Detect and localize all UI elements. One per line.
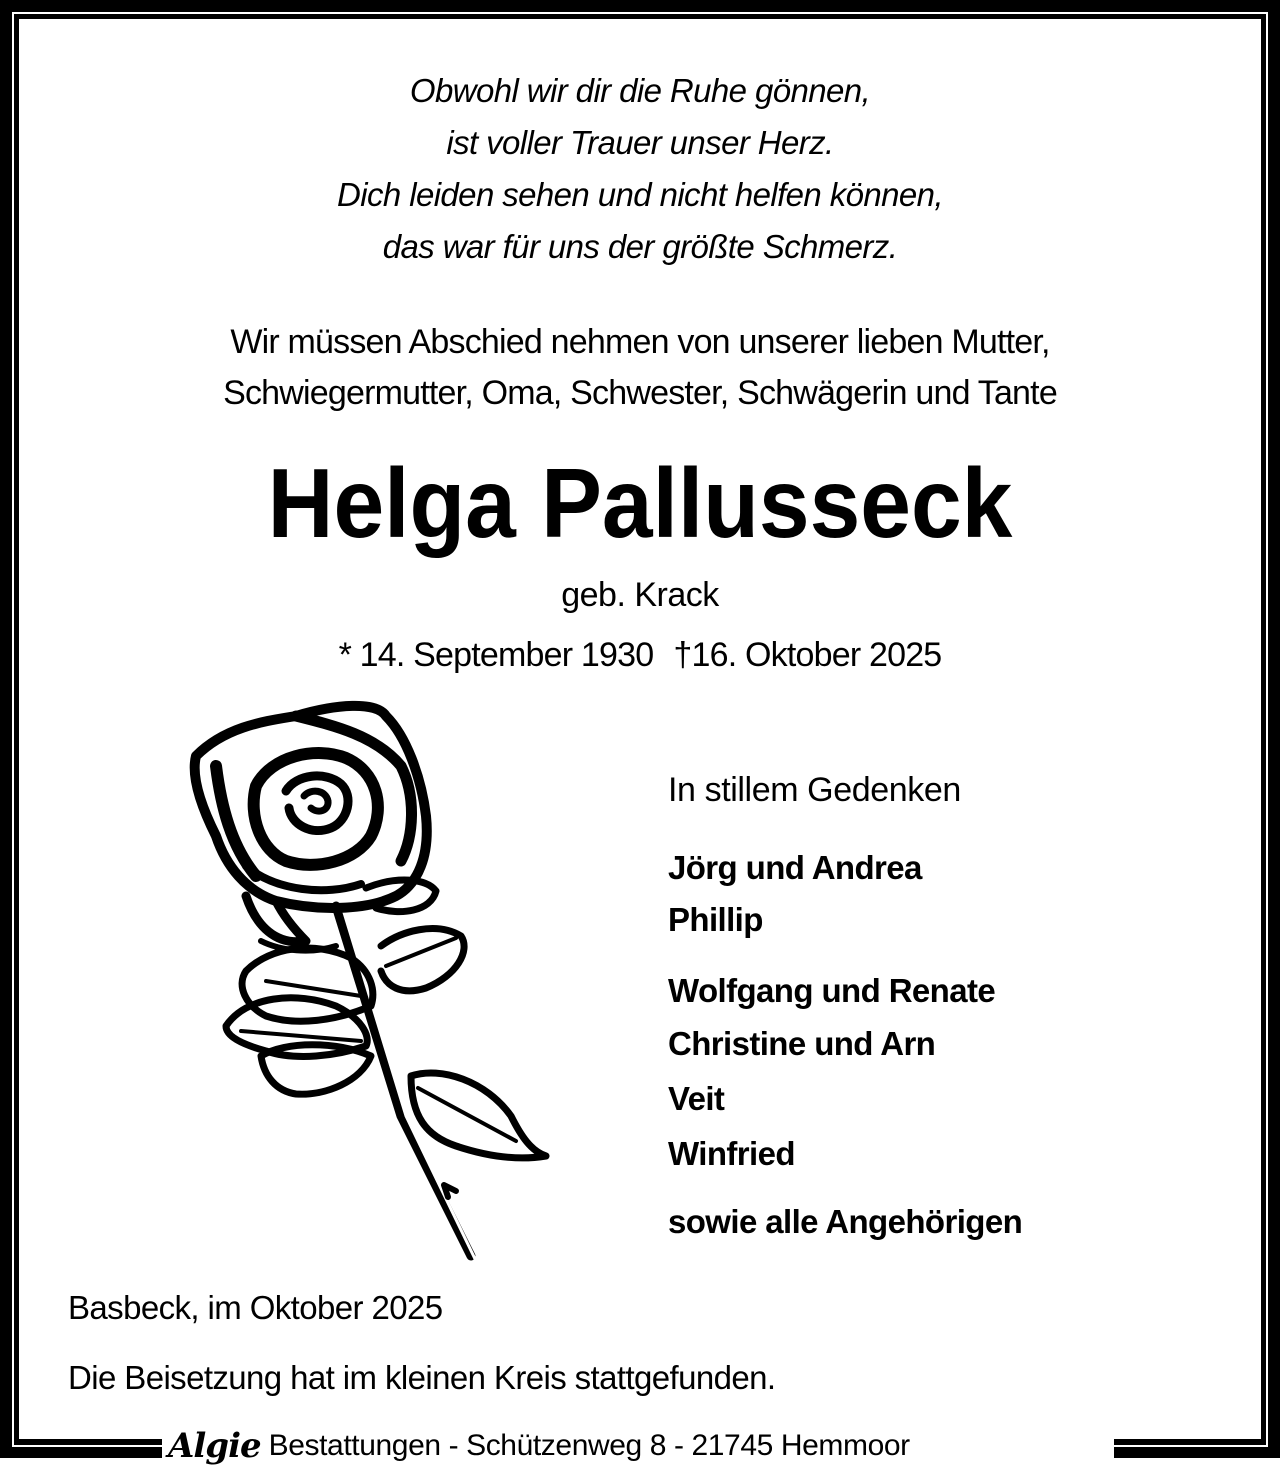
birth-date: 14. September 1930 xyxy=(359,636,654,674)
burial-note: Die Beisetzung hat im kleinen Kreis stattgefunden. xyxy=(68,1359,776,1396)
life-dates xyxy=(0,638,1280,672)
deceased-name: Helga Pallusseck xyxy=(267,448,1013,558)
funeral-home-logo: Algie xyxy=(168,1426,261,1466)
mourner-name: Phillip xyxy=(668,901,763,938)
mourner-name: Winfried xyxy=(668,1135,795,1172)
poem-line: Dich leiden sehen und nicht helfen können, xyxy=(337,176,943,213)
poem-line: das war für uns der größte Schmerz. xyxy=(382,228,898,265)
poem-line: ist voller Trauer unser Herz. xyxy=(446,124,834,161)
mourner-name: Wolfgang und Renate xyxy=(668,972,996,1009)
funeral-home-footer xyxy=(168,1428,910,1464)
intro-line: Schwiegermutter, Oma, Schwester, Schwägerin und Tante xyxy=(223,374,1057,412)
place-date: Basbeck, im Oktober 2025 xyxy=(68,1289,443,1326)
mourners-heading: In stillem Gedenken xyxy=(668,771,961,809)
rose-icon xyxy=(186,696,556,1272)
mourners-closing: sowie alle Angehörigen xyxy=(668,1203,1023,1240)
poem-line: Obwohl wir dir die Ruhe gönnen, xyxy=(409,72,871,109)
mourner-name: Christine und Arn xyxy=(668,1025,936,1062)
funeral-home-address: Bestattungen - Schützenweg 8 - 21745 Hemmoor xyxy=(268,1429,910,1462)
death-date: 16. Oktober 2025 xyxy=(691,636,942,674)
birth-star-icon: * xyxy=(338,636,351,674)
death-cross-icon: † xyxy=(673,636,692,674)
maiden-name: geb. Krack xyxy=(561,576,719,614)
intro-line: Wir müssen Abschied nehmen von unserer lieben Mutter, xyxy=(230,323,1050,361)
mourner-name: Jörg und Andrea xyxy=(668,849,922,886)
mourner-name: Veit xyxy=(668,1080,725,1117)
